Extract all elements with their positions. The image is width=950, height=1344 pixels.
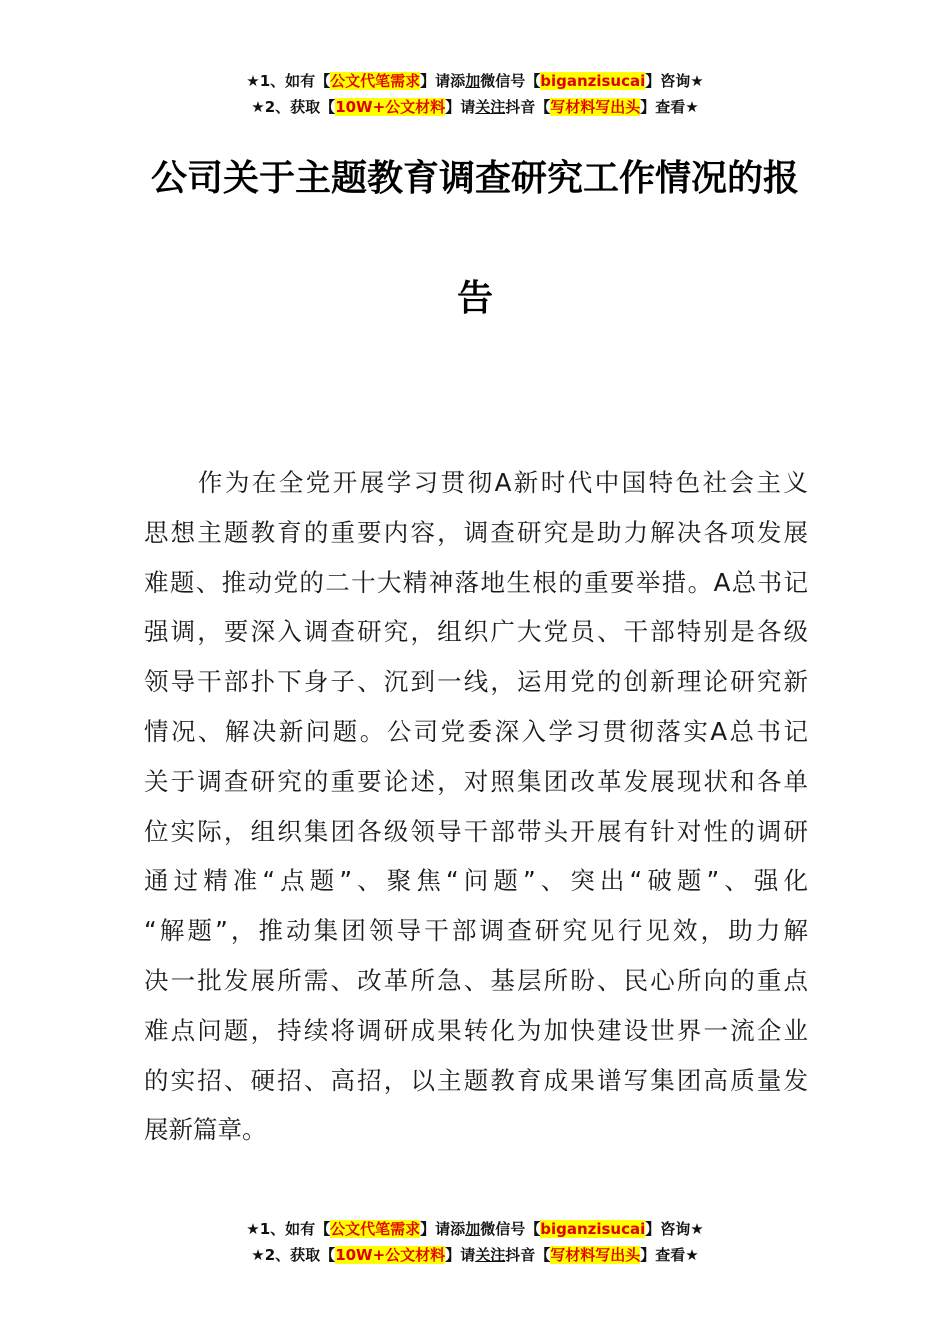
bottom-banner [0,1216,950,1268]
banner-line-2: ★2、获取【10W+公文材料】请关注抖音【写材料写出头】查看★ [251,1246,699,1264]
paragraph-line: 通过精准“点题”、聚焦“问题”、突出“破题”、强化 [144,866,808,896]
top-banner [0,68,950,120]
paragraph-line: 展新篇章。 [144,1115,267,1145]
paragraph-line: 作为在全党开展学习贯彻A新时代中国特色社会主义 [144,468,808,497]
banner-line-1: ★1、如有【公文代笔需求】请添加微信号【biganzisucai】咨询★ [246,72,704,90]
paragraph-line: 难点问题，持续将调研成果转化为加快建设世界一流企业 [144,1015,808,1045]
highlight-douyin: 写材料写出头 [550,98,641,116]
document-title-line-1: 公司关于主题教育调查研究工作情况的报 [150,158,799,199]
highlight-wechat-id: biganzisucai [540,1220,646,1238]
paragraph-line: 领导干部扑下身子、沉到一线，运用党的创新理论研究新 [144,667,808,697]
highlight-service: 公文代笔需求 [330,1220,421,1238]
paragraph-line: 位实际，组织集团各级领导干部带头开展有针对性的调研 [144,816,808,846]
highlight-materials: 10W+公文材料 [335,1246,446,1264]
banner-line-1: ★1、如有【公文代笔需求】请添加微信号【biganzisucai】咨询★ [246,1220,704,1238]
document-title-line-2: 告 [456,278,493,319]
highlight-service: 公文代笔需求 [330,72,421,90]
highlight-wechat-id: biganzisucai [540,72,646,90]
paragraph-line: 难题、推动党的二十大精神落地生根的重要举措。A总书记 [144,567,808,597]
highlight-materials: 10W+公文材料 [335,98,446,116]
paragraph-line: “解题”，推动集团领导干部调查研究见行见效，助力解 [144,916,808,946]
paragraph-line: 思想主题教育的重要内容，调查研究是助力解决各项发展 [144,517,808,547]
highlight-douyin: 写材料写出头 [550,1246,641,1264]
body-paragraph [144,458,808,1155]
paragraph-line: 决一批发展所需、改革所急、基层所盼、民心所向的重点 [144,965,808,995]
paragraph-line: 情况、解决新问题。公司党委深入学习贯彻落实A总书记 [144,716,808,746]
paragraph-line: 强调，要深入调查研究，组织广大党员、干部特别是各级 [144,617,808,647]
banner-line-2: ★2、获取【10W+公文材料】请关注抖音【写材料写出头】查看★ [251,98,699,116]
paragraph-line: 关于调查研究的重要论述，对照集团改革发展现状和各单 [144,766,808,796]
paragraph-line: 的实招、硬招、高招，以主题教育成果谱写集团高质量发 [144,1065,808,1095]
